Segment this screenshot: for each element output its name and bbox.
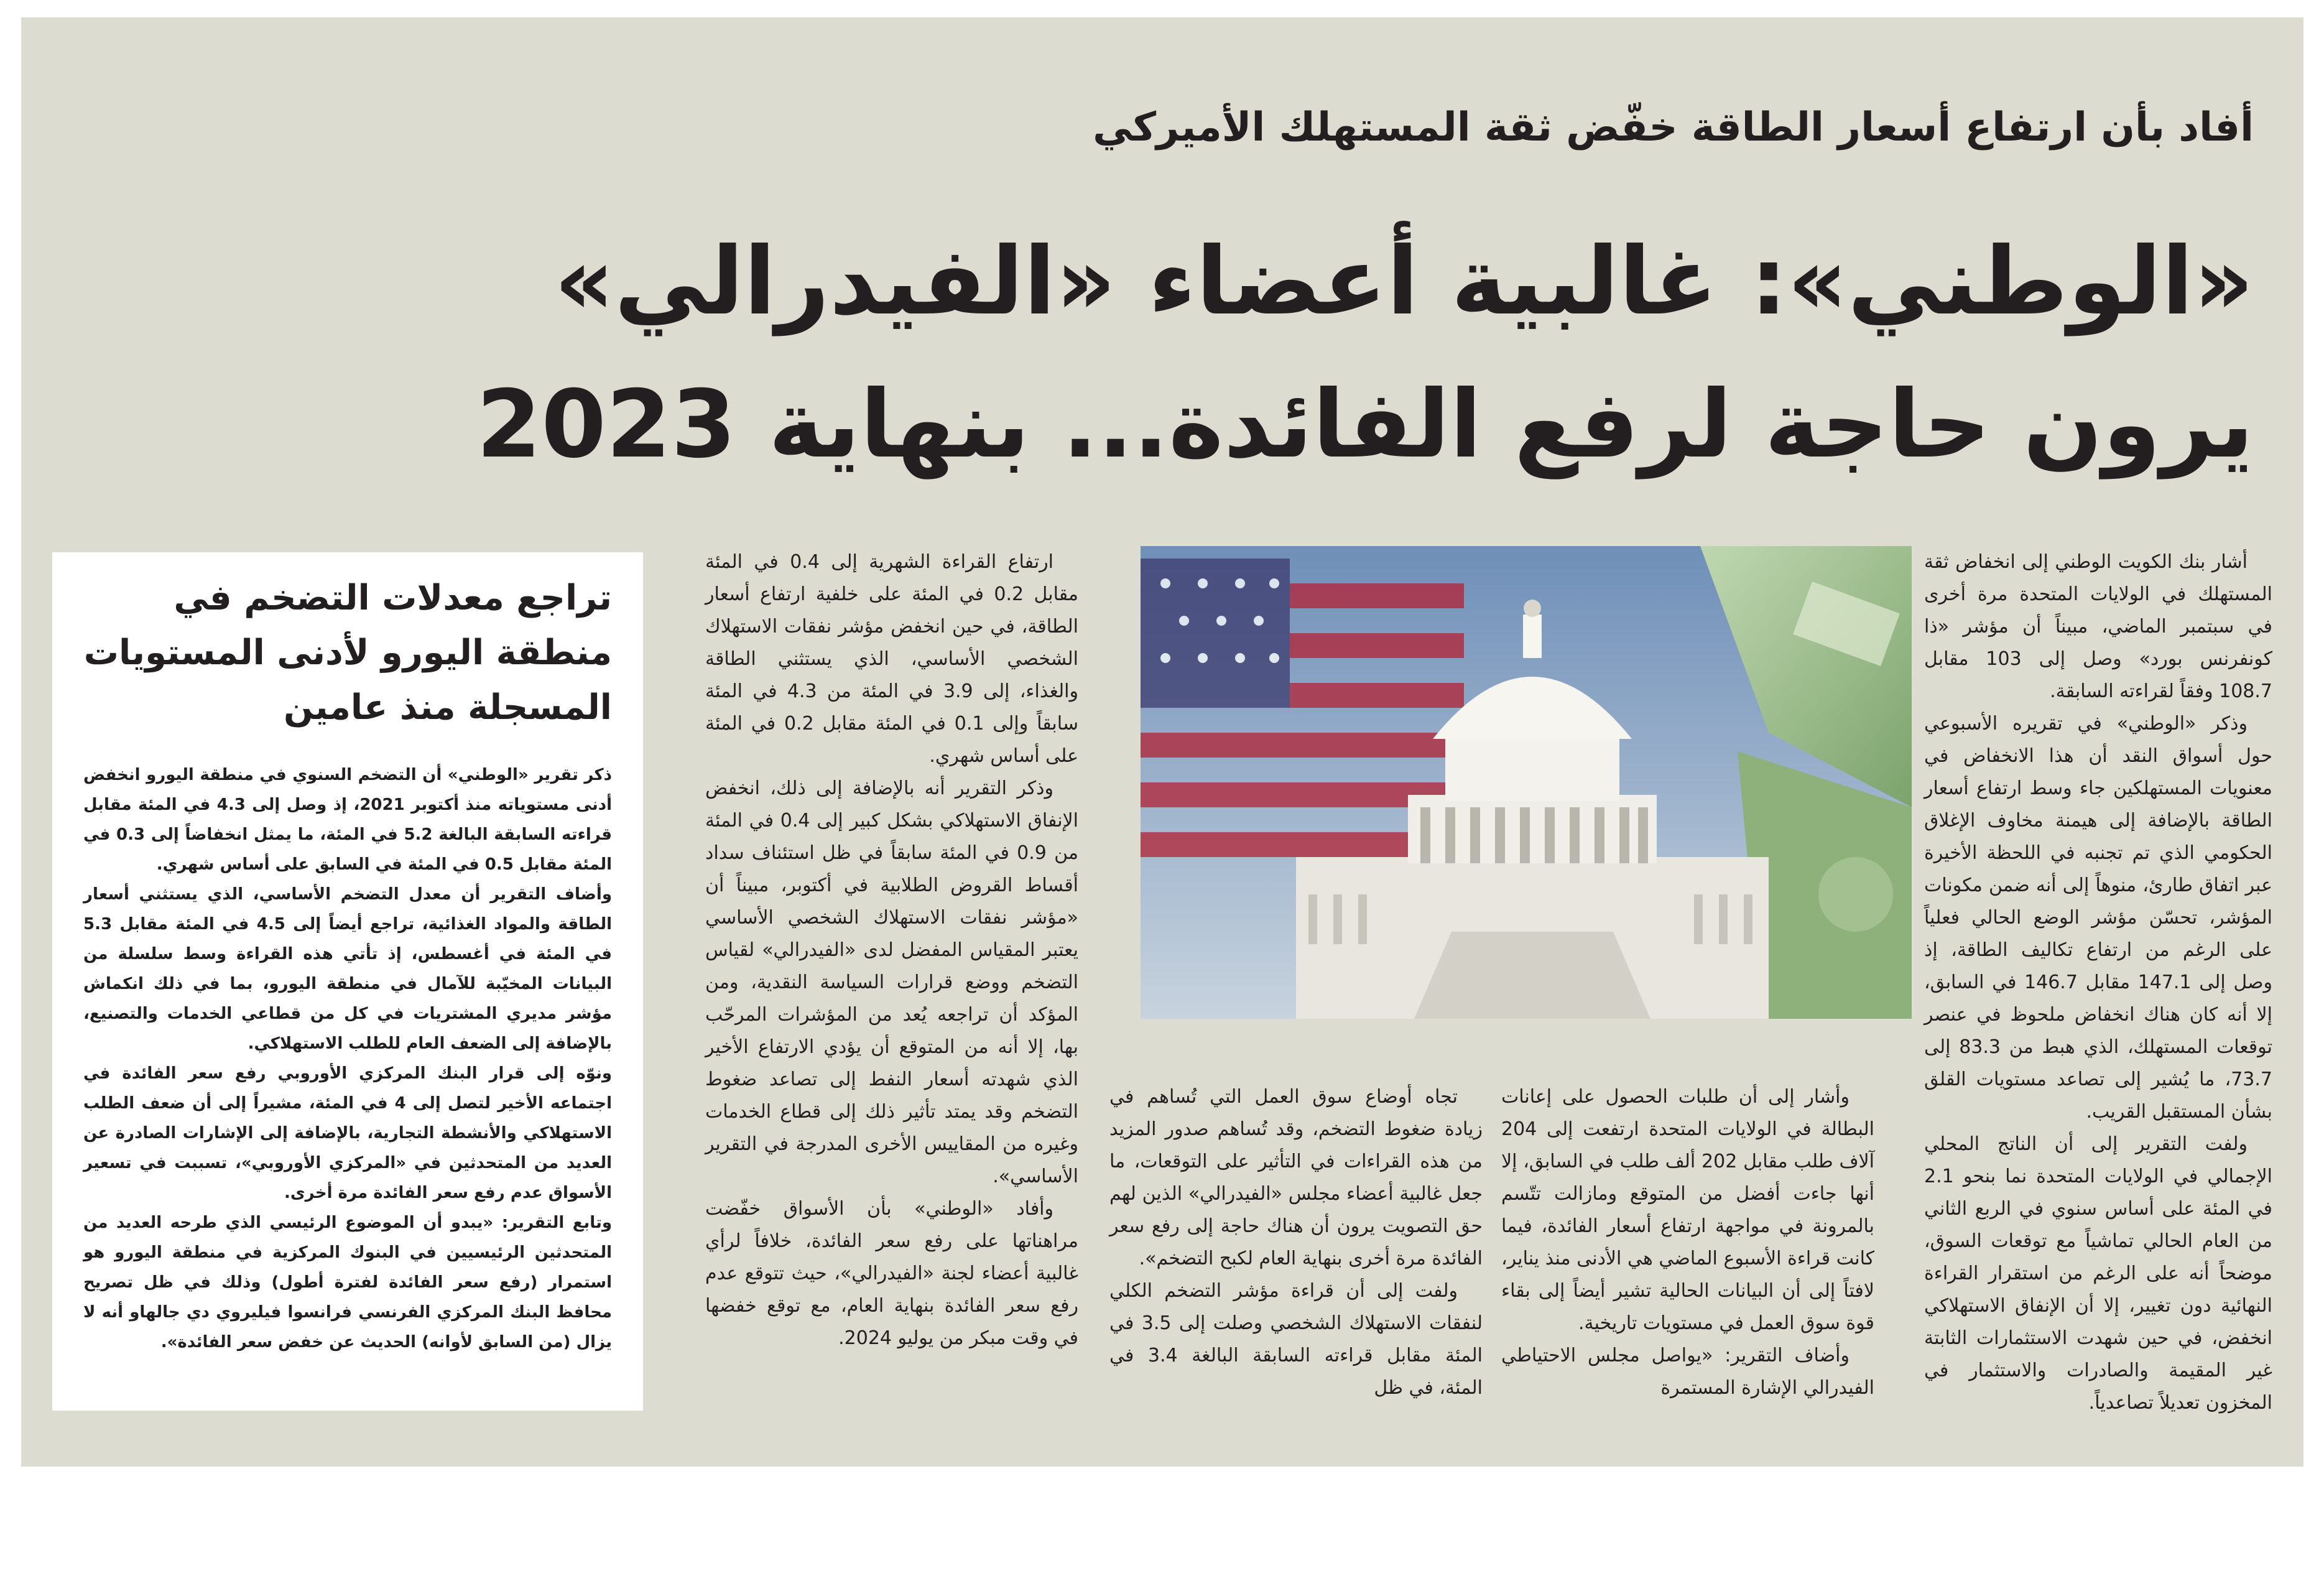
paragraph: ذكر تقرير «الوطني» أن التضخم السنوي في منطقة اليورو انخفض أدنى مستوياته منذ أكتوبر 2021، إذ وصل إلى 4.3 في المئة مقابل قراءته السابقة البالغة 5.2 في المئة، ما يمثل انخفاضاً إلى 0.3 في المئة مقابل 0.5 في المئة في السابق على أساس شهري. bbox=[83, 766, 613, 874]
headline-line-1: «الوطني»: غالبية أعضاء «الفيدرالي» bbox=[554, 228, 2254, 336]
article-column-2 bbox=[1501, 1081, 1874, 1404]
paragraph: ولفت التقرير إلى أن الناتج المحلي الإجمالي في الولايات المتحدة نما بنحو 2.1 في المئة على أساس سنوي في الربع الثاني من العام الحالي تماشياً مع توقعات السوق، موضحاً أنه على الرغم من استقرار القراءة النهائية دون تغيير، إلا أن الإنفاق الاستهلاكي انخفض، في حين شهدت الاستثمارات الثابتة غير المقيمة والصادرات والاستثمار في المخزون تعديلاً تصاعدياً. bbox=[1924, 1133, 2272, 1414]
paragraph: وتابع التقرير: «يبدو أن الموضوع الرئيسي الذي طرحه العديد من المتحدثين الرئيسيين في البنوك المركزية في منطقة اليورو هو استمرار (رفع سعر الفائدة لفترة أطول) وذلك في ظل تصريح محافظ البنك المركزي الفرنسي فرانسوا فيليروي دي جالهاو أنه لا يزال (من السابق لأوانه) الحديث عن خفض سعر الفائدة». bbox=[83, 1213, 612, 1352]
paragraph: وأفاد «الوطني» بأن الأسواق خفّضت مراهناتها على رفع سعر الفائدة، خلافاً لرأي غالبية أعضاء لجنة «الفيدرالي»، حيث تتوقع عدم رفع سعر الفائدة بنهاية العام، مع توقع خفضها في وقت مبكر من يوليو 2024. bbox=[705, 1198, 1078, 1349]
paragraph: وذكر التقرير أنه بالإضافة إلى ذلك، انخفض الإنفاق الاستهلاكي بشكل كبير إلى 0.4 في المئة من 0.9 في المئة سابقاً في ظل استئناف سداد أقساط القروض الطلابية في أكتوبر، مبيناً أن «مؤشر نفقات الاستهلاك الشخصي الأساسي يعتبر المقياس المفضل لدى «الفيدرالي» لقياس التضخم ووضع قرارات السياسة النقدية، ومن المؤكد أن تراجعه يُعد من المؤشرات المرحّب بها، إلا أنه من المتوقع أن يؤدي الارتفاع الأخير الذي شهدته أسعار النفط إلى تصاعد ضغوط التضخم وقد يمتد تأثير ذلك إلى قطاع الخدمات وغيره من المقاييس الأخرى المدرجة في التقرير الأساسي». bbox=[705, 777, 1078, 1187]
capitol-photo bbox=[1141, 546, 1912, 1019]
sidebar-title: تراجع معدلات التضخم في منطقة اليورو لأدنى المستويات المسجلة منذ عامين bbox=[83, 578, 612, 728]
sidebar-box bbox=[52, 552, 643, 1411]
capitol-illustration bbox=[1141, 546, 1912, 1019]
paragraph: وذكر «الوطني» في تقريره الأسبوعي حول أسواق النقد أن هذا الانخفاض في معنويات المستهلكين جاء وسط ارتفاع أسعار الطاقة بالإضافة إلى هيمنة مخاوف الإغلاق الحكومي الذي تم تجنبه في اللحظة الأخيرة عبر اتفاق طارئ، منوهاً إلى أنه ضمن مكونات المؤشر، تحسّن مؤشر الوضع الحالي فعلياً على الرغم من ارتفاع تكاليف الطاقة، إذ وصل إلى 147.1 مقابل 146.7 في السابق، إلا أنه كان هناك انخفاض ملحوظ في عنصر توقعات المستهلك، الذي هبط من 83.3 إلى 73.7، ما يُشير إلى تصاعد مستويات القلق بشأن المستقبل القريب. bbox=[1924, 713, 2272, 1123]
paragraph: تجاه أوضاع سوق العمل التي تُساهم في زيادة ضغوط التضخم، وقد تُساهم صدور المزيد من هذه القراءات في التأثير على التوقعات، ما جعل غالبية أعضاء مجلس «الفيدرالي» الذين لهم حق التصويت يرون أن هناك حاجة إلى رفع سعر الفائدة مرة أخرى بنهاية العام لكبح التضخم». bbox=[1109, 1086, 1483, 1269]
headline-line-2: يرون حاجة لرفع الفائدة... بنهاية 2023 bbox=[476, 371, 2254, 479]
paragraph: ولفت إلى أن قراءة مؤشر التضخم الكلي لنفقات الاستهلاك الشخصي وصلت إلى 3.5 في المئة مقابل قراءته السابقة البالغة 3.4 في المئة، في ظل bbox=[1109, 1280, 1483, 1399]
article-column-4 bbox=[705, 546, 1078, 1355]
paragraph: وأضاف التقرير أن معدل التضخم الأساسي، الذي يستثني أسعار الطاقة والمواد الغذائية، تراجع أيضاً إلى 4.5 في المئة مقابل 5.3 في المئة في أغسطس، إذ تأتي هذه القراءة وسط سلسلة من البيانات المخيّبة للآمال في منطقة اليورو، بما في ذلك انكماش مؤشر مديري المشتريات في كل من قطاعي الخدمات والتصنيع، بالإضافة إلى الضعف العام للطلب الاستهلاكي. bbox=[83, 885, 612, 1053]
newspaper-page bbox=[21, 17, 2303, 1467]
paragraph: وأشار إلى أن طلبات الحصول على إعانات البطالة في الولايات المتحدة ارتفعت إلى 204 آلاف طلب مقابل 202 ألف طلب في السابق، إلا أنها جاءت أفضل من المتوقع ومازالت تتّسم بالمرونة في مواجهة ارتفاع أسعار الفائدة، فيما كانت قراءة الأسبوع الماضي هي الأدنى منذ يناير، لافتاً إلى أن البيانات الحالية تشير أيضاً إلى بقاء قوة سوق العمل في مستويات تاريخية. bbox=[1501, 1086, 1874, 1334]
sidebar-body bbox=[83, 760, 612, 1357]
article-column-3 bbox=[1109, 1081, 1483, 1404]
page-content bbox=[52, 49, 2272, 1435]
article-kicker: أفاد بأن ارتفاع أسعار الطاقة خفّض ثقة المستهلك الأميركي bbox=[1093, 104, 2254, 151]
paragraph: أشار بنك الكويت الوطني إلى انخفاض ثقة المستهلك في الولايات المتحدة مرة أخرى في سبتمبر الماضي، مبيناً أن مؤشر «ذا كونفرنس بورد» وصل إلى 103 مقابل 108.7 وفقاً لقراءته السابقة. bbox=[1924, 551, 2273, 702]
paragraph: ارتفاع القراءة الشهرية إلى 0.4 في المئة مقابل 0.2 في المئة على خلفية ارتفاع أسعار الطاقة، في حين انخفض مؤشر نفقات الاستهلاك الشخصي الأساسي، الذي يستثني الطاقة والغذاء، إلى 3.9 في المئة من 4.3 في المئة سابقاً وإلى 0.1 في المئة مقابل 0.2 في المئة على أساس شهري. bbox=[705, 551, 1079, 767]
paragraph: وأضاف التقرير: «يواصل مجلس الاحتياطي الفيدرالي الإشارة المستمرة bbox=[1501, 1345, 1874, 1399]
paragraph: ونوّه إلى قرار البنك المركزي الأوروبي رفع سعر الفائدة في اجتماعه الأخير لتصل إلى 4 في المئة، مشيراً إلى أن ضعف الطلب الاستهلاكي والأنشطة التجارية، بالإضافة إلى الإشارات الصادرة عن العديد من المتحدثين في «المركزي الأوروبي»، تسببت في تسعير الأسواق عدم رفع سعر الفائدة مرة أخرى. bbox=[83, 1064, 613, 1202]
article-column-1 bbox=[1924, 546, 2272, 1419]
